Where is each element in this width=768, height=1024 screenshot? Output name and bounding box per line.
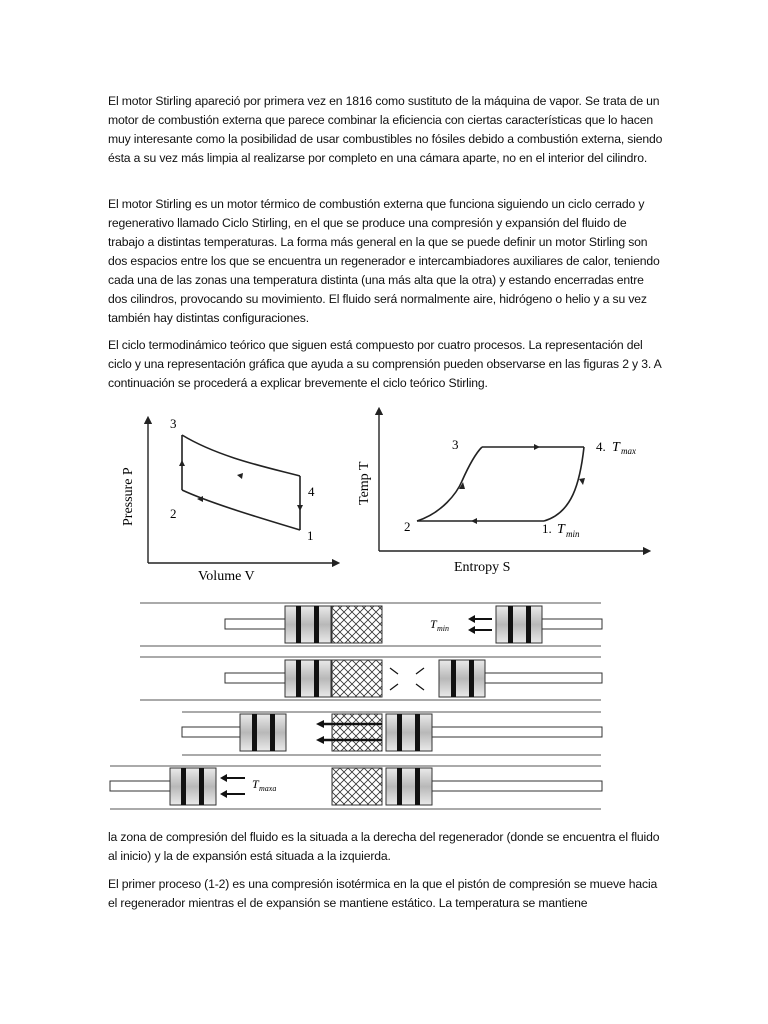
row1-tmin-label: T xyxy=(430,617,437,631)
ts-tmax-label: T xyxy=(612,440,620,455)
ts-point-2: 2 xyxy=(404,519,411,534)
row4-tmax-label: T xyxy=(252,777,259,791)
ts-point-1: 1. xyxy=(542,521,552,536)
pv-point-4: 4 xyxy=(308,484,315,499)
piston-row-3 xyxy=(182,712,602,755)
pv-point-2: 2 xyxy=(170,506,177,521)
pv-point-1: 1 xyxy=(307,528,314,543)
ts-tmax-sub: max xyxy=(621,446,636,456)
pv-diagram xyxy=(110,408,350,588)
ts-tmin-sub: min xyxy=(566,529,580,539)
paragraph-intro: El motor Stirling apareció por primera vez en 1816 como sustituto de la máquina de vapor. Se trata de un motor de combustión externa que parece combinar la eficiencia con ciertas características que lo hacen muy interesante como la posibilidad de usar combustibles no fósiles debido a combustión externa, siendo ésta a su vez más limpia al realizarse por completo en una cámara aparte, no en el interior del cilindro. xyxy=(108,94,663,165)
ts-tmin-label: T xyxy=(557,522,565,537)
ts-point-4: 4. xyxy=(596,439,606,454)
ts-point-3: 3 xyxy=(452,437,459,452)
ts-y-label: Temp T xyxy=(357,461,372,505)
pv-x-label: Volume V xyxy=(198,569,255,584)
piston-diagram xyxy=(100,600,610,815)
piston-row-1 xyxy=(140,603,602,646)
paragraph-definition: El motor Stirling es un motor térmico de combustión externa que funciona siguiendo un ciclo cerrado y regenerativo llamado Ciclo Stirling, en el que se produce una compresión y expansión del fluido de trabajo a distintas temperaturas. La forma más general en la que se puede definir un motor Stirling son dos espacios entre los que se encuentra un regenerador e intercambiadores auxiliares de calor, teniendo cada una de las zonas una temperatura distinta (una más alta que la otra) y estando encerradas entre dos cilindros, provocando su movimiento. El fluido será normalmente aire, hidrógeno o helio y a su vez también hay distintas configuraciones. xyxy=(108,197,660,325)
pv-y-label: Pressure P xyxy=(121,467,136,526)
piston-row-2 xyxy=(140,657,602,700)
ts-diagram xyxy=(352,403,662,583)
paragraph-cycle: El ciclo termodinámico teórico que siguen está compuesto por cuatro procesos. La representación del ciclo y una representación gráfica que ayuda a su comprensión pueden observarse en las figuras 2 y 3. A continuación se procederá a explicar brevemente el ciclo teórico Stirling. xyxy=(108,338,661,390)
paragraph-first-process: El primer proceso (1-2) es una compresión isotérmica en la que el pistón de compresión se mueve hacia el regenerador mientras el de expansión se mantiene estático. La temperatura se mantiene xyxy=(108,877,658,910)
row4-tmax-sub: maxa xyxy=(259,784,277,793)
row1-tmin-sub: min xyxy=(437,624,449,633)
paragraph-zones: la zona de compresión del fluido es la situada a la derecha del regenerador (donde se encuentra el fluido al inicio) y la de expansión está situada a la izquierda. xyxy=(108,830,660,863)
piston-row-4 xyxy=(110,766,602,809)
pv-point-3: 3 xyxy=(170,416,177,431)
ts-x-label: Entropy S xyxy=(454,560,511,575)
